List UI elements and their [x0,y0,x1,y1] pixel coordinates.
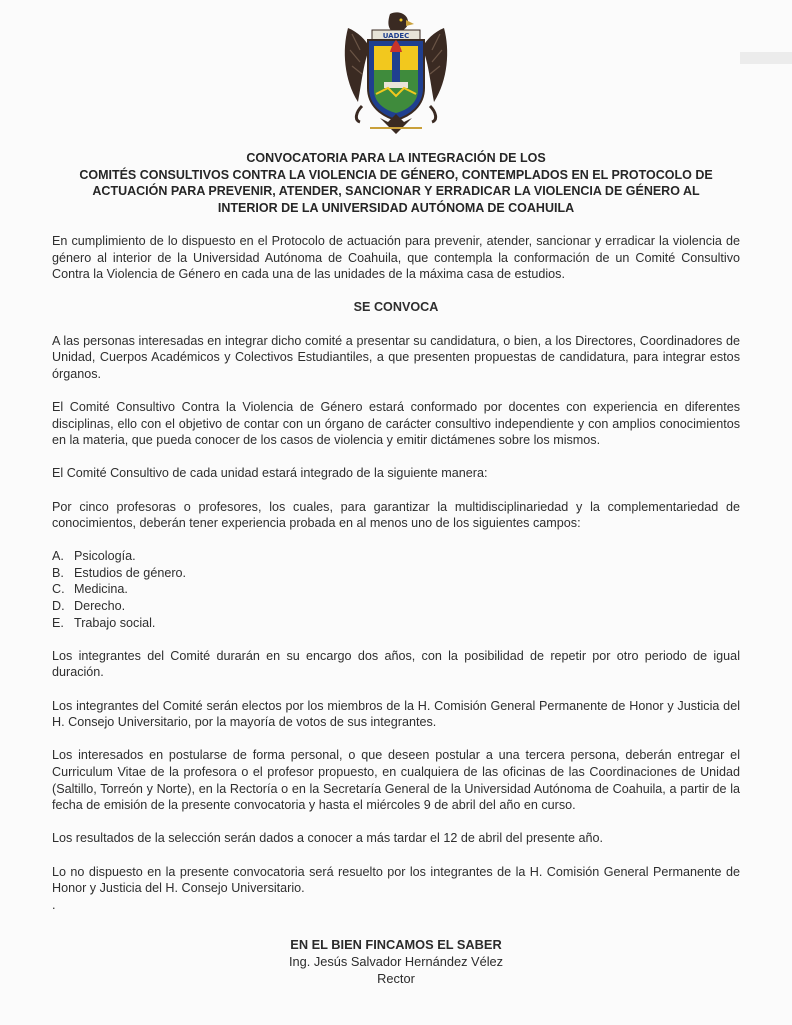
list-item [52,565,740,582]
university-seal-logo [340,10,452,138]
committee-composition-paragraph: El Comité Consultivo Contra la Violencia de Género estará conformado por docentes con experiencia en diferentes disciplinas, ello con el objetivo de contar con un órgano de carácter consultivo independiente y con amplios conocimientos en la materia, que pueda conocer de los casos de violencia y emitir dictámenes sobre los mismos. [52,399,740,448]
signatory-position: Rector [377,971,415,986]
term-duration-paragraph: Los integrantes del Comité durarán en su encargo dos años, con la posibilidad de repetir por otro periodo de igual duración. [52,648,740,680]
svg-text:UADEC: UADEC [382,32,410,40]
final-provisions-paragraph: Lo no dispuesto en la presente convocatoria será resuelto por los integrantes de la H. Comisión General Permanente de Honor y Justicia del H. Consejo Universitario. [52,864,740,896]
stray-dot: . [52,897,56,912]
list-item [52,615,740,632]
election-paragraph: Los integrantes del Comité serán electos por los miembros de la H. Comisión General Permanente de Honor y Justicia del H. Consejo Universitario, por la mayoría de votos de sus integrantes. [52,698,740,730]
list-item-text: Derecho. [74,599,126,614]
list-item-text: Estudios de género. [74,565,187,580]
page-corner-tab [740,52,792,64]
list-item-text: Medicina. [74,582,128,597]
intro-paragraph: En cumplimiento de lo dispuesto en el Protocolo de actuación para prevenir, atender, sancionar y erradicar la violencia de género al interior de la Universidad Autónoma de Coahuila, que contempla la conformación de un Comité Consultivo Contra la Violencia de Género en cada una de las unidades de la máxima casa de estudios. [52,234,740,282]
members-requirement-paragraph: Por cinco profesoras o profesores, los cuales, para garantizar la multidisciplinariedad y la complementariedad de conocimientos, deberán tener experiencia probada en al menos uno de los siguientes campos: [52,499,740,531]
list-item-letter: B. [52,565,64,580]
submission-paragraph: Los interesados en postularse de forma personal, o que deseen postular a una tercera persona, deberán entregar el Curriculum Vitae de la profesora o el profesor propuesto, en cualquiera de las oficinas de las Coordinaciones de Unidad (Saltillo, Torreón y Norte), en la Rectoría o en la Secretaría General de la Universidad Autónoma de Coahuila, a partir de la fecha de emisión de la presente convocatoria y hasta el miércoles 9 de abril del año en curso. [52,748,740,813]
list-item-letter: A. [52,549,64,564]
list-item-text: Trabajo social. [74,615,156,630]
title-line-4: INTERIOR DE LA UNIVERSIDAD AUTÓNOMA DE COAHUILA [217,200,575,215]
list-item [52,598,740,615]
invitation-paragraph: A las personas interesadas en integrar dicho comité a presentar su candidatura, o bien, a los Directores, Coordinadores de Unidad, Cuerpos Académicos y Colectivos Estudiantiles, a que presenten propuestas de candidatura, para integrar estos órganos. [52,333,740,381]
results-date-paragraph: Los resultados de la selección serán dados a conocer a más tardar el 12 de abril del presente año. [52,831,603,846]
announcement-body [52,233,740,913]
fields-list [52,548,740,631]
title-line-1: CONVOCATORIA PARA LA INTEGRACIÓN DE LOS [246,151,546,165]
signatory-name: Ing. Jesús Salvador Hernández Vélez [288,954,504,969]
list-item-letter: E. [52,615,64,630]
se-convoca-heading: SE CONVOCA [353,300,439,315]
title-line-3: ACTUACIÓN PARA PREVENIR, ATENDER, SANCIONAR Y ERRADICAR LA VIOLENCIA DE GÉNERO AL [92,184,700,198]
signature-block [196,936,596,987]
list-item-letter: C. [52,582,65,597]
announcement-title [60,150,732,216]
title-line-2: COMITÉS CONSULTIVOS CONTRA LA VIOLENCIA DE GÉNERO, CONTEMPLADOS EN EL PROTOCOLO DE [79,167,713,182]
list-item-letter: D. [52,599,65,614]
list-item-text: Psicología. [74,549,136,564]
committee-structure-paragraph: El Comité Consultivo de cada unidad estará integrado de la siguiente manera: [52,466,488,481]
list-item [52,548,740,565]
list-item [52,581,740,598]
university-motto: EN EL BIEN FINCAMOS EL SABER [290,937,502,952]
